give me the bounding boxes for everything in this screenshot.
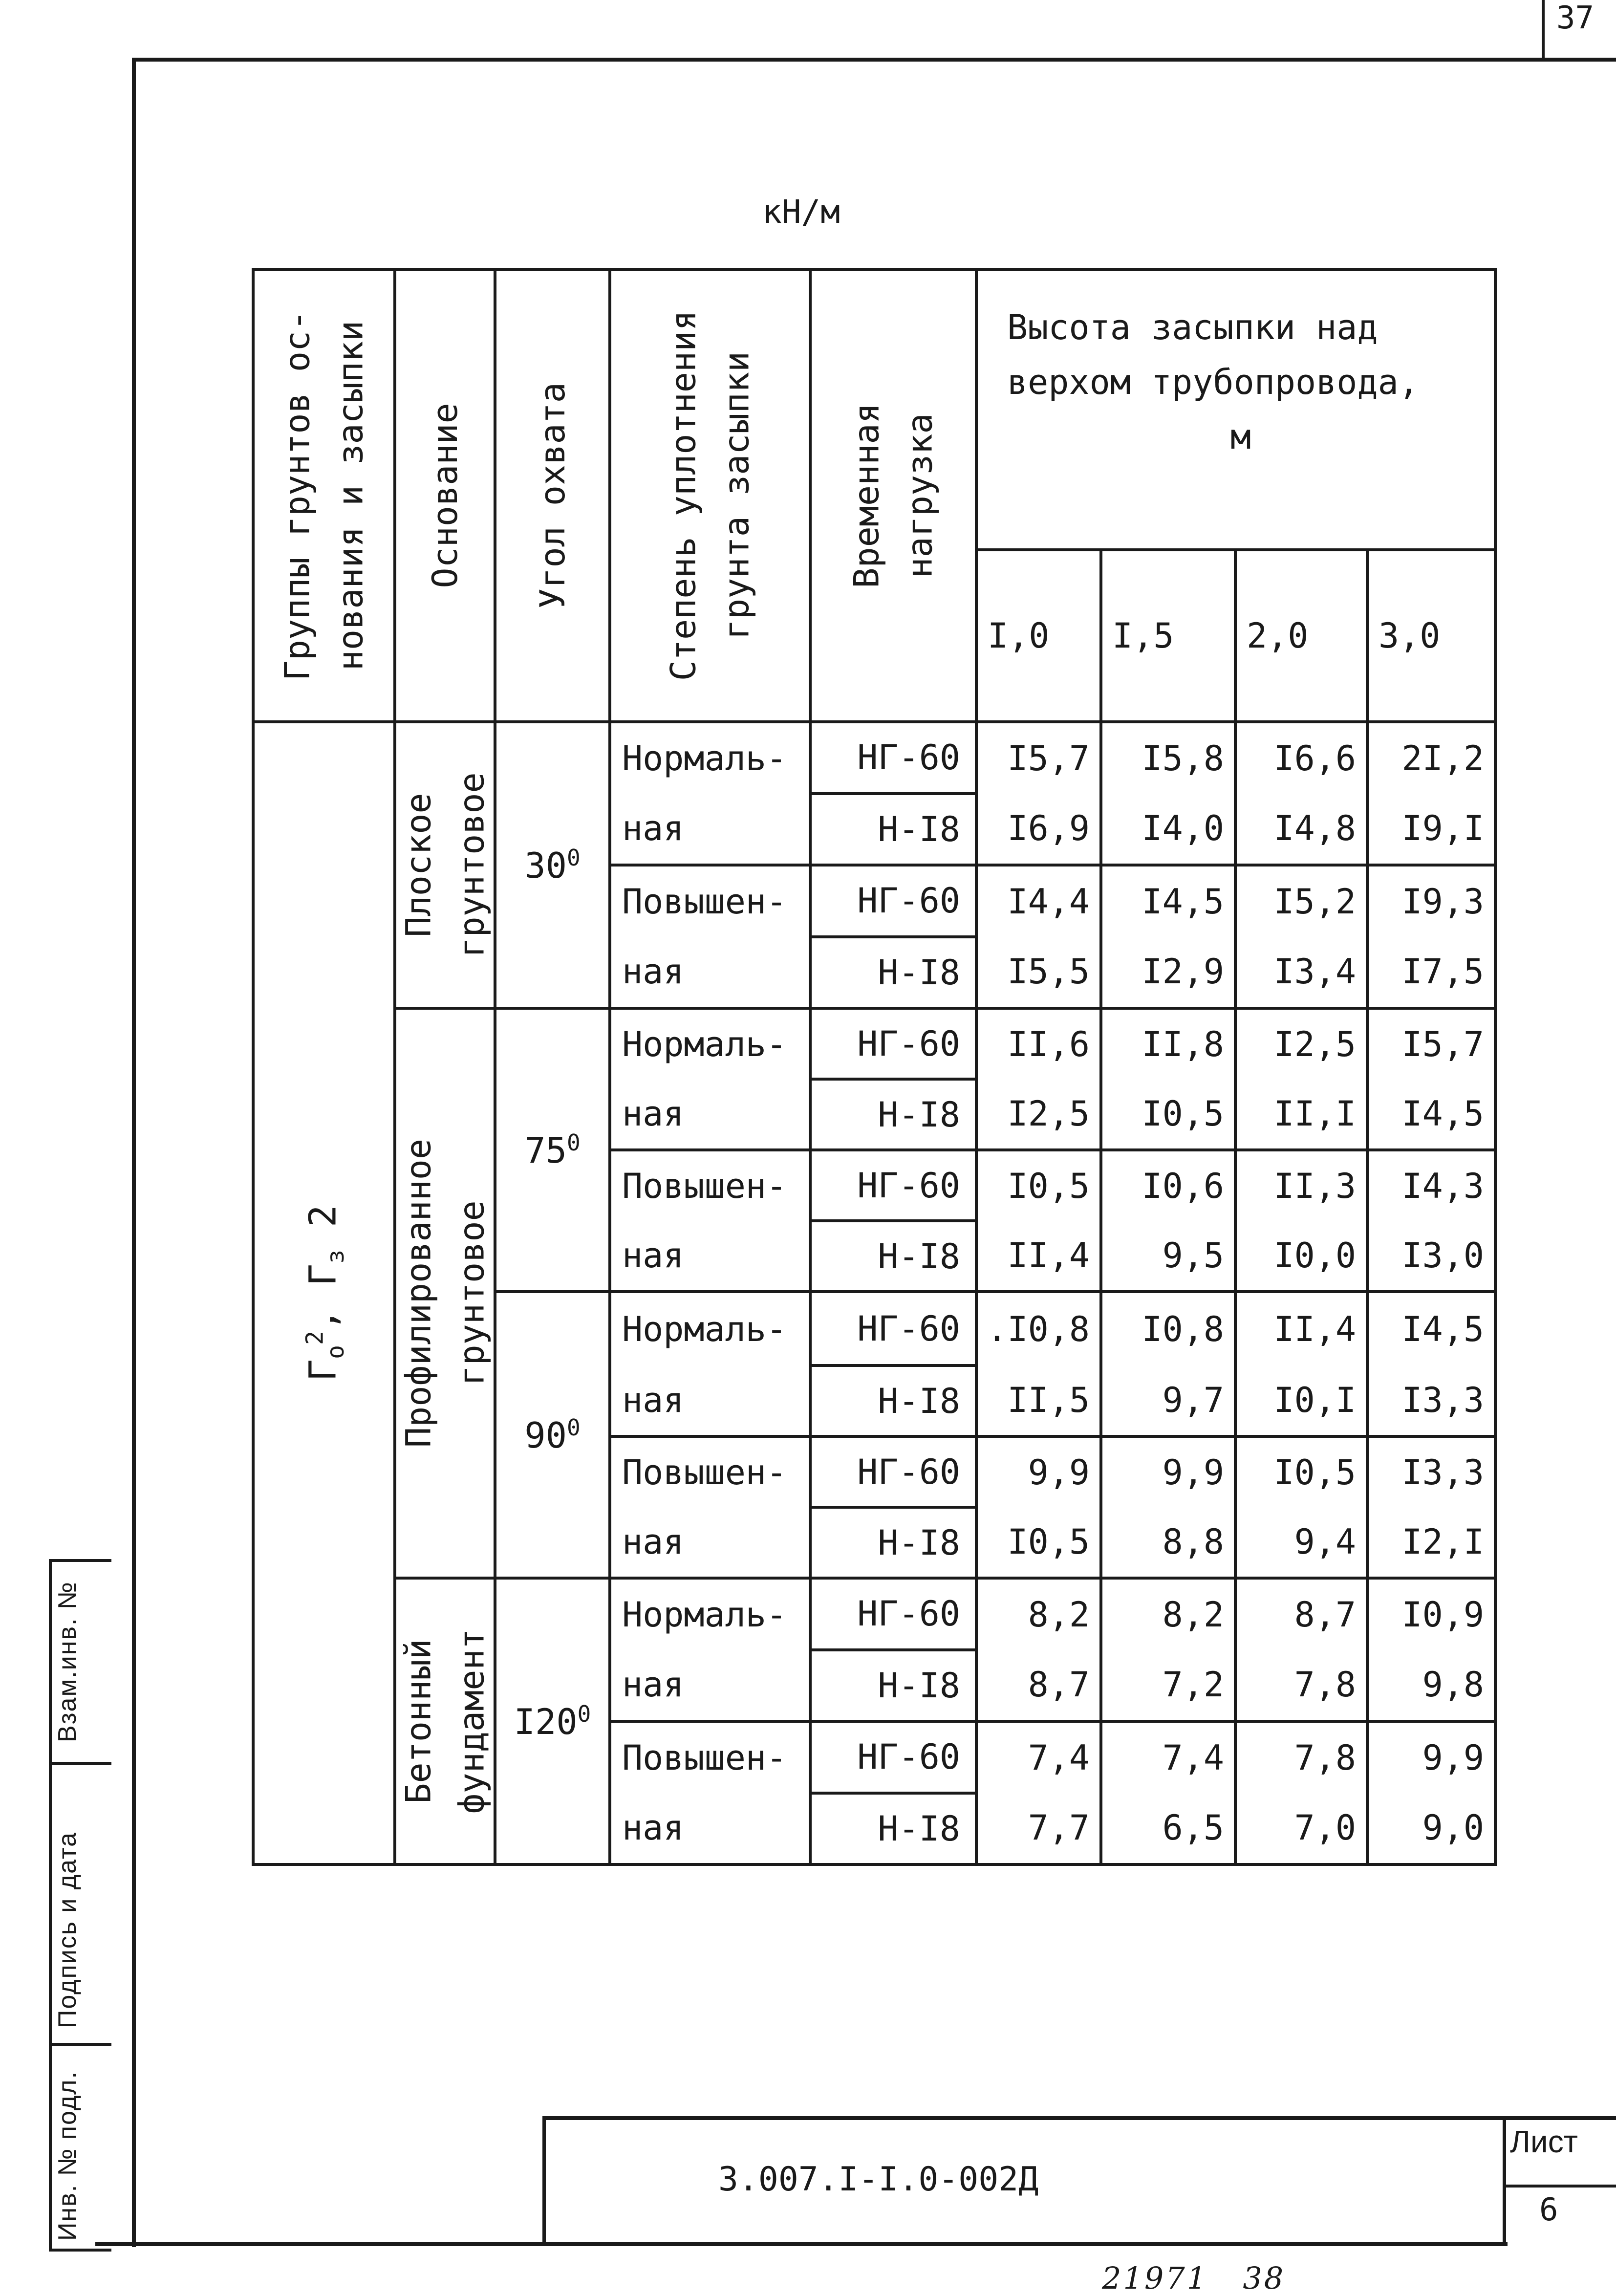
compaction-normal-cont: ная <box>610 1650 810 1722</box>
header-temporary-load: Временная нагрузка <box>810 269 976 722</box>
load-ng60: НГ-60 <box>810 865 976 937</box>
compaction-normal: Нормаль- <box>610 1292 810 1365</box>
value-cell: 9,5 <box>1101 1221 1235 1292</box>
load-n18: Н-I8 <box>810 1079 976 1150</box>
load-n18: Н-I8 <box>810 1507 976 1578</box>
value-cell: 9,0 <box>1367 1793 1495 1865</box>
value-cell: 8,8 <box>1101 1507 1235 1578</box>
angle-120: $I20^0$ <box>495 1578 610 1864</box>
header-base: Основание <box>395 269 495 722</box>
sheet-number: 6 <box>1539 2192 1558 2228</box>
title-block-left <box>542 2116 546 2246</box>
load-ng60: НГ-60 <box>810 1150 976 1221</box>
load-n18: Н-I8 <box>810 1221 976 1292</box>
value-cell: I3,3 <box>1367 1436 1495 1507</box>
compaction-raised: Повышен- <box>610 1150 810 1221</box>
value-cell: 7,8 <box>1235 1650 1367 1722</box>
value-cell: II,4 <box>1235 1292 1367 1365</box>
load-n18: Н-I8 <box>810 1650 976 1722</box>
value-cell: 8,2 <box>1101 1578 1235 1650</box>
value-cell: I5,7 <box>1367 1008 1495 1079</box>
header-height-2: I,5 <box>1101 550 1235 722</box>
compaction-normal-cont: ная <box>610 1079 810 1150</box>
value-cell: I0,0 <box>1235 1221 1367 1292</box>
value-cell: I0,5 <box>1101 1079 1235 1150</box>
base-flat: Плоское грунтовое <box>395 722 495 1008</box>
value-cell: II,8 <box>1101 1008 1235 1079</box>
value-cell: I2,5 <box>976 1079 1101 1150</box>
load-ng60: НГ-60 <box>810 1436 976 1507</box>
value-cell: 2I,2 <box>1367 722 1495 794</box>
compaction-raised-cont: ная <box>610 937 810 1009</box>
compaction-raised: Повышен- <box>610 1436 810 1507</box>
value-cell: 9,9 <box>1367 1721 1495 1793</box>
value-cell: II,4 <box>976 1221 1101 1292</box>
load-n18: Н-I8 <box>810 1793 976 1865</box>
header-angle: Угол охвата <box>495 269 610 722</box>
value-cell: 9,7 <box>1101 1365 1235 1436</box>
value-cell: I7,5 <box>1367 937 1495 1009</box>
value-cell: I3,4 <box>1235 937 1367 1009</box>
frame-bottom-border <box>95 2242 1508 2246</box>
margin-divider <box>49 1762 111 1765</box>
value-cell: I0,5 <box>1235 1436 1367 1507</box>
title-block-top <box>542 2116 1616 2120</box>
value-cell: I3,3 <box>1367 1365 1495 1436</box>
value-cell: I3,0 <box>1367 1221 1495 1292</box>
value-cell: .I0,8 <box>976 1292 1101 1365</box>
value-cell: I4,8 <box>1235 794 1367 866</box>
value-cell: II,5 <box>976 1365 1101 1436</box>
table-row <box>253 1578 1495 1650</box>
soil-group-cell: $Г_о^2$, $Г_з$ 2 <box>253 722 395 1864</box>
value-cell: I9,I <box>1367 794 1495 866</box>
margin-inv-no: Инв. № подл. <box>53 2071 82 2241</box>
header-height-4: 3,0 <box>1367 550 1495 722</box>
header-height-1: I,0 <box>976 550 1101 722</box>
value-cell: 7,7 <box>976 1793 1101 1865</box>
margin-divider <box>49 2043 111 2046</box>
value-cell: II,I <box>1235 1079 1367 1150</box>
page-number: 37 <box>1556 0 1594 36</box>
value-cell: 6,5 <box>1101 1793 1235 1865</box>
handwritten-note: 21971 38 <box>1102 2260 1286 2296</box>
value-cell: 8,7 <box>1235 1578 1367 1650</box>
value-cell: 7,8 <box>1235 1721 1367 1793</box>
load-table <box>252 268 1497 1866</box>
value-cell: I2,5 <box>1235 1008 1367 1079</box>
value-cell: I0,I <box>1235 1365 1367 1436</box>
value-cell: I0,5 <box>976 1507 1101 1578</box>
value-cell: I0,8 <box>1101 1292 1235 1365</box>
value-cell: 7,2 <box>1101 1650 1235 1722</box>
table-row <box>253 722 1495 794</box>
frame-left-border <box>132 58 136 2247</box>
value-cell: I2,9 <box>1101 937 1235 1009</box>
base-concrete: Бетонный фундамент <box>395 1578 495 1864</box>
table-row <box>253 1008 1495 1079</box>
value-cell: II,3 <box>1235 1150 1367 1221</box>
value-cell: I4,4 <box>976 865 1101 937</box>
value-cell: I5,8 <box>1101 722 1235 794</box>
compaction-normal-cont: ная <box>610 794 810 866</box>
load-ng60: НГ-60 <box>810 1578 976 1650</box>
header-soil-groups: Группы грунтов ос- нования и засыпки <box>253 269 395 722</box>
title-block-sheet-sep <box>1503 2185 1616 2188</box>
angle-30: $30^0$ <box>495 722 610 1008</box>
compaction-normal: Нормаль- <box>610 1008 810 1079</box>
value-cell: I0,6 <box>1101 1150 1235 1221</box>
load-ng60: НГ-60 <box>810 1721 976 1793</box>
page-number-divider <box>1542 0 1545 59</box>
sheet-label: Лист <box>1510 2124 1578 2159</box>
title-block-divider <box>1503 2116 1506 2246</box>
unit-label: кН/м <box>762 193 840 231</box>
load-ng60: НГ-60 <box>810 1008 976 1079</box>
compaction-raised-cont: ная <box>610 1507 810 1578</box>
angle-75: $75^0$ <box>495 1008 610 1292</box>
value-cell: I4,5 <box>1367 1292 1495 1365</box>
margin-replace-inv: Взам.инв. № <box>53 1581 82 1742</box>
value-cell: II,6 <box>976 1008 1101 1079</box>
header-fill-height: Высота засыпки над верхом трубопровода, м <box>976 269 1495 550</box>
value-cell: I5,2 <box>1235 865 1367 937</box>
value-cell: 7,4 <box>1101 1721 1235 1793</box>
value-cell: I6,9 <box>976 794 1101 866</box>
value-cell: I2,I <box>1367 1507 1495 1578</box>
value-cell: I4,3 <box>1367 1150 1495 1221</box>
value-cell: 8,2 <box>976 1578 1101 1650</box>
value-cell: I0,9 <box>1367 1578 1495 1650</box>
load-ng60: НГ-60 <box>810 722 976 794</box>
value-cell: 9,4 <box>1235 1507 1367 1578</box>
value-cell: I5,5 <box>976 937 1101 1009</box>
value-cell: 7,4 <box>976 1721 1101 1793</box>
value-cell: 8,7 <box>976 1650 1101 1722</box>
angle-90: $90^0$ <box>495 1292 610 1578</box>
header-compaction: Степень уплотнения грунта засыпки <box>610 269 810 722</box>
value-cell: 9,9 <box>1101 1436 1235 1507</box>
margin-signature-date: Подпись и дата <box>53 1831 82 2028</box>
value-cell: I5,7 <box>976 722 1101 794</box>
load-n18: Н-I8 <box>810 794 976 866</box>
load-n18: Н-I8 <box>810 1365 976 1436</box>
value-cell: I6,6 <box>1235 722 1367 794</box>
value-cell: 7,0 <box>1235 1793 1367 1865</box>
value-cell: I4,5 <box>1367 1079 1495 1150</box>
value-cell: I9,3 <box>1367 865 1495 937</box>
compaction-normal: Нормаль- <box>610 1578 810 1650</box>
document-code: 3.007.I-I.0-002Д <box>718 2160 1039 2199</box>
frame-top-border <box>133 58 1616 62</box>
value-cell: I4,0 <box>1101 794 1235 866</box>
value-cell: 9,9 <box>976 1436 1101 1507</box>
compaction-normal: Нормаль- <box>610 722 810 794</box>
value-cell: 9,8 <box>1367 1650 1495 1722</box>
base-profiled: Профилированное грунтовое <box>395 1008 495 1578</box>
compaction-raised: Повышен- <box>610 865 810 937</box>
compaction-normal-cont: ная <box>610 1365 810 1436</box>
compaction-raised: Повышен- <box>610 1721 810 1793</box>
load-n18: Н-I8 <box>810 937 976 1009</box>
value-cell: I0,5 <box>976 1150 1101 1221</box>
header-height-3: 2,0 <box>1235 550 1367 722</box>
load-ng60: НГ-60 <box>810 1292 976 1365</box>
compaction-raised-cont: ная <box>610 1793 810 1865</box>
compaction-raised-cont: ная <box>610 1221 810 1292</box>
value-cell: I4,5 <box>1101 865 1235 937</box>
